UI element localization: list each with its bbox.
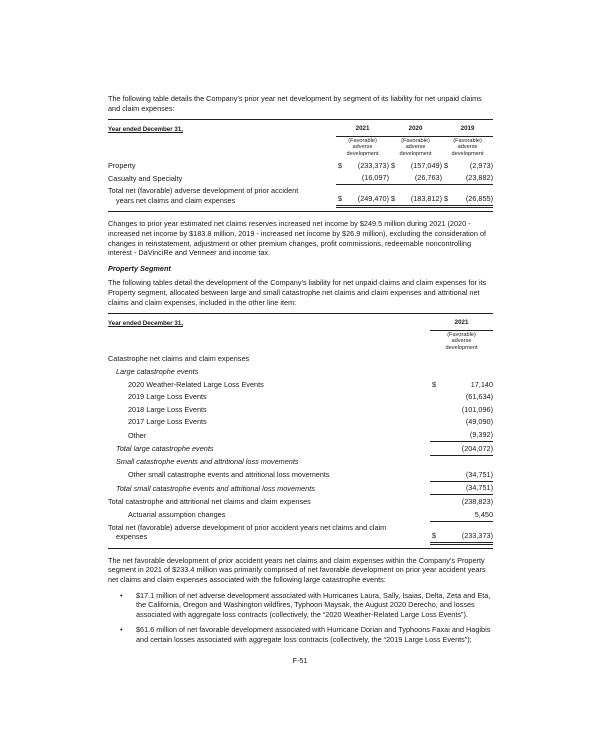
total-label: Total net (favorable) adverse development of prior accident years net claims and claim expenses	[108, 186, 299, 205]
small-cat-title: Small catastrophe events and attritional loss movements	[116, 457, 299, 467]
table-total-row: Total net (favorable) adverse development of prior accident years net claims and claim expenses $ (249,470) $ (183,812) $ (26,855)	[108, 185, 493, 207]
table2-col-subheader: (Favorable) adverse development	[445, 331, 478, 351]
bullet-icon: •	[120, 625, 123, 635]
catastrophe-section-title: Catastrophe net claims and claim expenses	[108, 354, 250, 364]
property-development-table	[108, 313, 493, 549]
table1-col-subheader: (Favorable) adverse development	[346, 137, 379, 157]
table-row: 2020 Weather-Related Large Loss Events $ 17,140	[128, 379, 494, 389]
table-row: Property $ (233,373) $ (157,049) $ (2,973)	[108, 159, 493, 172]
table-total-row: Total net (favorable) adverse development of prior accident years net claims and claim expenses $ (233,373)	[108, 521, 493, 543]
table-row: Casualty and Specialty (16,097) (26,763) (23,882)	[108, 172, 493, 185]
row-label: Property	[108, 160, 136, 170]
table-row: 2019 Large Loss Events (61,634)	[128, 392, 494, 402]
changes-paragraph: Changes to prior year estimated net claims reserves increased net income by $249.5 million during 2021 (2020 - increased net income by $183.8 million, 2019 - increased net income by $26.9 million), excluding the consideration of changes in reinstatement, adjustment or other premium changes, profit commissions, redeemable noncontrolling interest - DaVinciRe and Vermeer and income tax.	[108, 219, 487, 258]
events-bullet-list	[108, 591, 493, 645]
table2-header-label: Year ended December 31,	[108, 319, 183, 327]
page-number: F-51	[292, 656, 308, 665]
property-segment-title: Property Segment	[108, 263, 171, 273]
table-row: Total catastrophe and attritional net claims and claim expenses (238,823)	[108, 496, 494, 506]
table1-year-2020: 2020	[389, 120, 442, 136]
table1-col-subheader: (Favorable) adverse development	[399, 137, 432, 157]
large-cat-title: Large catastrophe events	[116, 367, 199, 377]
list-item: • $17.1 million of net adverse development associated with Hurricanes Laura, Sally, Isaias, Delta, Zeta and Eta, the California, Oregon and Washington wildfires, Typhoon Maysak, the August 2020 Derecho, and losses associated with aggregate loss contracts (collectively, the “2020 Weather-Related Large Loss Events”).	[120, 590, 491, 619]
table-row: Total small catastrophe events and attritional loss movements (34,751)	[108, 481, 493, 495]
table-row: Other small catastrophe events and attritional loss movements (34,751)	[108, 468, 493, 481]
table-row: 2017 Large Loss Events (49,090)	[128, 417, 494, 427]
table-row: Total large catastrophe events (204,072)	[108, 442, 493, 456]
intro-paragraph: The following table details the Company’s prior year net development by segment of its liability for net unpaid claims and claim expenses:	[108, 94, 482, 113]
table-row: Other (9,392)	[108, 429, 493, 442]
table1-col-subheader: (Favorable) adverse development	[451, 137, 484, 157]
table1-year-2019: 2019	[442, 120, 493, 136]
table1-year-2021: 2021	[336, 120, 389, 136]
bullet-icon: •	[120, 590, 123, 600]
table-row: Actuarial assumption changes 5,450	[108, 508, 493, 521]
property-paragraph: The following tables detail the development of the Company’s liability for net unpaid claims and claim expenses for its Property segment, allocated between large and small catastrophe net claims and claim expenses and attritional net claims and claim expenses, included in the other line item:	[108, 278, 487, 307]
table2-year: 2021	[430, 314, 493, 330]
list-item: • $61.6 million of net favorable development associated with Hurricane Dorian and Typhoons Faxai and Hagibis and certain losses associated with aggregate loss contracts (collectively, the “2019 Large Loss Events”);	[120, 625, 491, 644]
favorable-paragraph: The net favorable development of prior accident years net claims and claim expenses within the Company’s Property segment in 2021 of $233.4 million was primarily comprised of net favorable development on prior year accident years net claims and claim expenses associated with the following large catastrophe events:	[108, 555, 486, 585]
row-label: Casualty and Specialty	[108, 173, 183, 183]
document-page	[108, 94, 493, 651]
segment-development-table	[108, 119, 493, 212]
table-row: 2018 Large Loss Events (101,096)	[128, 404, 494, 414]
table1-header-label: Year ended December 31,	[108, 125, 183, 133]
